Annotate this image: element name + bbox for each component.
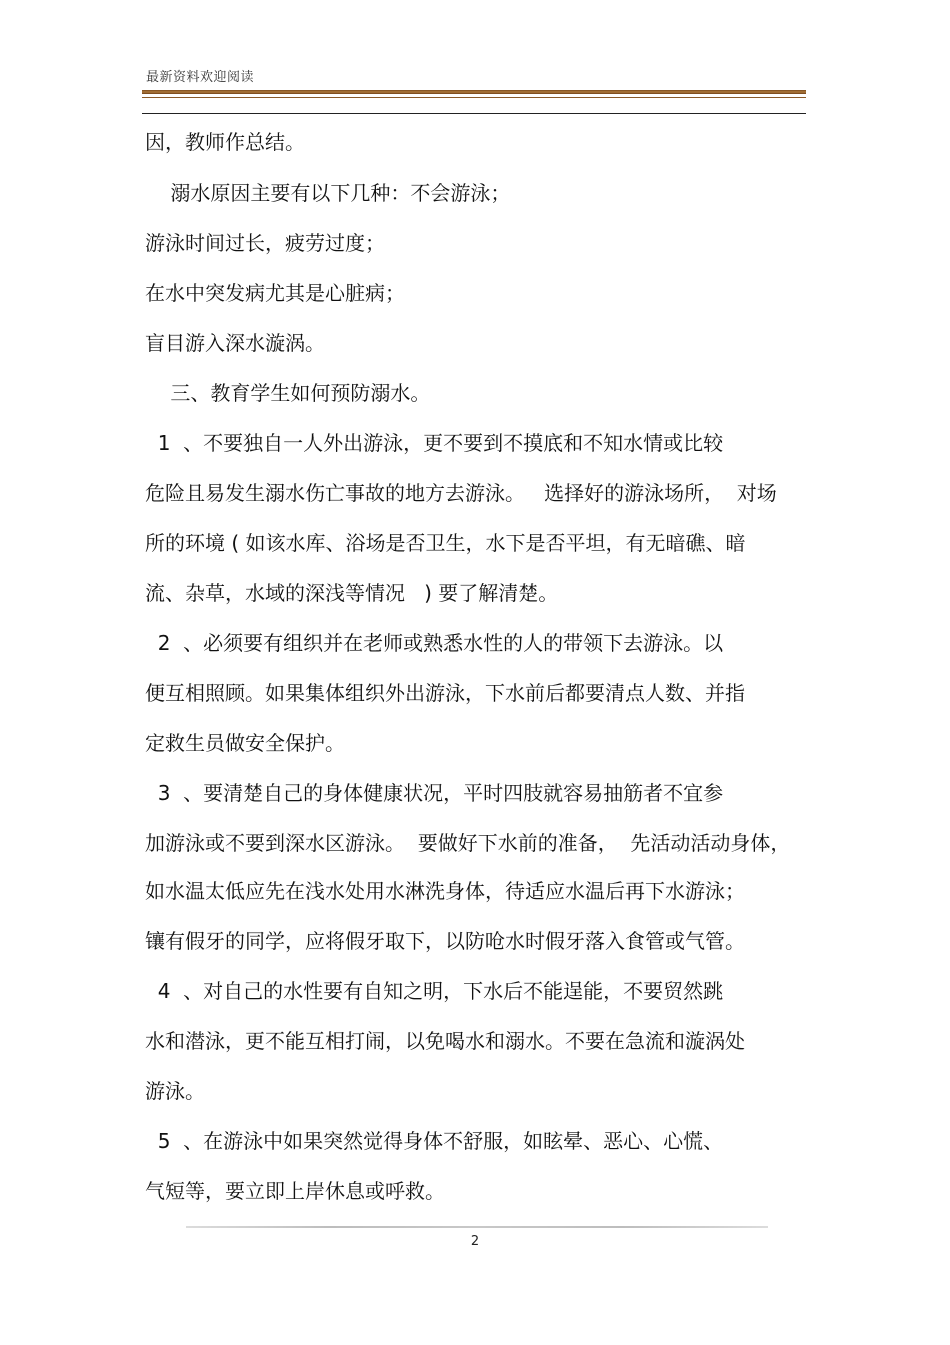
- header-divider-thick: [142, 90, 806, 94]
- text-line: 水和潜泳，更不能互相打闹，以免喝水和溺水。不要在急流和漩涡处: [145, 1029, 745, 1053]
- text-line: 1 、不要独自一人外出游泳，更不要到不摸底和不知水情或比较: [145, 431, 724, 455]
- text-line: 因，教师作总结。: [145, 130, 305, 154]
- text-line: 如水温太低应先在浅水处用水淋洗身体，待适应水温后再下水游泳；: [145, 879, 745, 903]
- text-line: 盲目游入深水漩涡。: [145, 331, 325, 355]
- text-line: 流、杂草，水域的深浅等情况 ) 要了解清楚。: [145, 581, 559, 605]
- text-line: 所的环境 ( 如该水库、浴场是否卫生，水下是否平坦，有无暗礁、暗: [145, 531, 746, 555]
- text-line: 定救生员做安全保护。: [145, 731, 345, 755]
- text-line: 在水中突发病尤其是心脏病；: [145, 281, 405, 305]
- page-number: 2: [470, 1234, 480, 1249]
- text-line: 2 、必须要有组织并在老师或熟悉水性的人的带领下去游泳。以: [145, 631, 724, 655]
- section-heading: 三、教育学生如何预防溺水。: [145, 381, 431, 405]
- text-line: 危险且易发生溺水伤亡事故的地方去游泳。 选择好的游泳场所， 对场: [145, 481, 777, 505]
- text-line: 溺水原因主要有以下几种：不会游泳；: [145, 181, 511, 205]
- text-line: 气短等，要立即上岸休息或呼救。: [145, 1179, 445, 1203]
- text-line: 4 、对自己的水性要有自知之明，下水后不能逞能，不要贸然跳: [145, 979, 724, 1003]
- text-line: 游泳。: [145, 1079, 205, 1103]
- running-header: 最新资料欢迎阅读: [146, 70, 255, 85]
- header-divider-hairline: [142, 113, 806, 114]
- text-line: 5 、在游泳中如果突然觉得身体不舒服，如眩晕、恶心、心慌、: [145, 1129, 724, 1153]
- text-line: 便互相照顾。如果集体组织外出游泳，下水前后都要清点人数、并指: [145, 681, 745, 705]
- text-line: 游泳时间过长，疲劳过度；: [145, 231, 385, 255]
- text-line: 镶有假牙的同学，应将假牙取下，以防呛水时假牙落入食管或气管。: [145, 929, 745, 953]
- text-line: 3 、要清楚自己的身体健康状况，平时四肢就容易抽筋者不宜参: [145, 781, 724, 805]
- text-line: 加游泳或不要到深水区游泳。 要做好下水前的准备， 先活动活动身体，: [145, 831, 791, 855]
- footer-divider: [186, 1226, 768, 1228]
- header-divider-thin: [142, 97, 806, 98]
